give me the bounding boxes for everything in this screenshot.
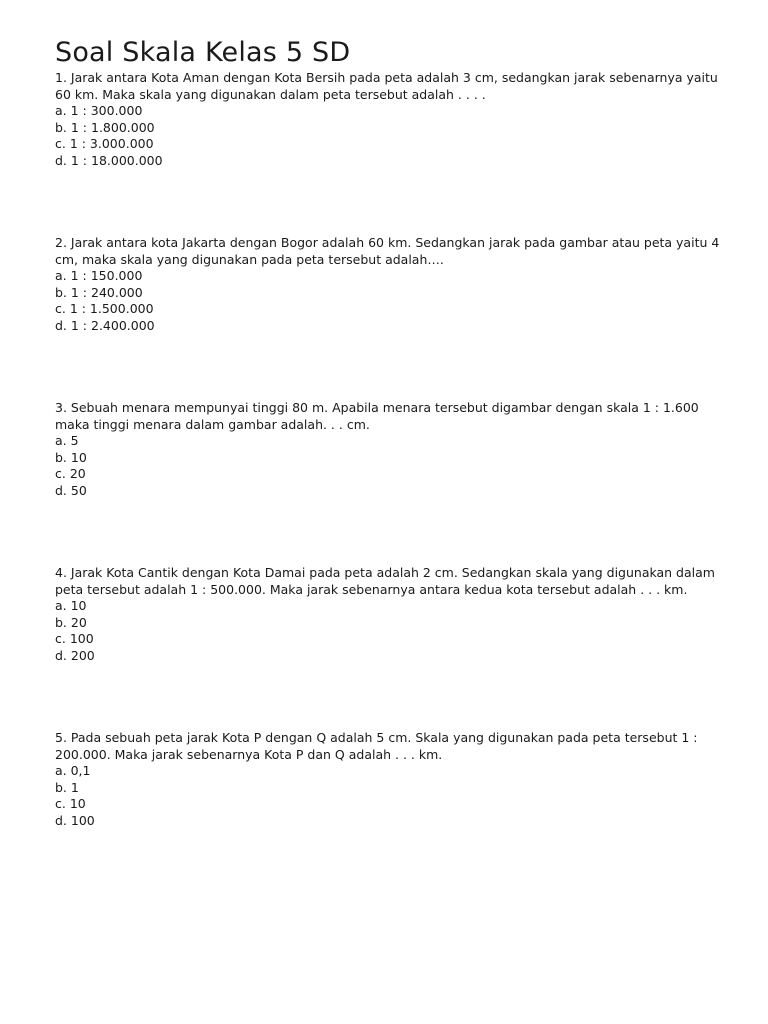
option-c: c. 1 : 1.500.000 bbox=[55, 301, 154, 316]
option-d: d. 1 : 2.400.000 bbox=[55, 317, 155, 333]
answer-options bbox=[55, 763, 720, 829]
question-2 bbox=[55, 235, 720, 334]
question-3 bbox=[55, 400, 720, 499]
option-b: b. 1 : 1.800.000 bbox=[55, 119, 155, 135]
option-d: d. 50 bbox=[55, 482, 87, 498]
option-d: d. 100 bbox=[55, 812, 95, 828]
question-5 bbox=[55, 730, 720, 829]
answer-options bbox=[55, 103, 720, 169]
option-b: b. 1 : 240.000 bbox=[55, 284, 143, 300]
question-text: 2. Jarak antara kota Jakarta dengan Bogor adalah 60 km. Sedangkan jarak pada gambar atau peta yaitu 4 cm, maka skala yang digunakan pada peta tersebut adalah…. bbox=[55, 235, 720, 267]
question-4 bbox=[55, 565, 720, 664]
option-c: c. 100 bbox=[55, 631, 94, 646]
option-a: a. 0,1 bbox=[55, 763, 91, 778]
option-c: c. 1 : 3.000.000 bbox=[55, 136, 154, 151]
document-page bbox=[55, 36, 720, 829]
option-b: b. 1 bbox=[55, 779, 79, 795]
page-title: Soal Skala Kelas 5 SD bbox=[55, 37, 351, 68]
question-1 bbox=[55, 70, 720, 169]
answer-options bbox=[55, 598, 720, 664]
option-c: c. 10 bbox=[55, 796, 86, 811]
answer-options bbox=[55, 268, 720, 334]
option-a: a. 1 : 300.000 bbox=[55, 103, 143, 118]
option-d: d. 1 : 18.000.000 bbox=[55, 152, 163, 168]
option-a: a. 5 bbox=[55, 433, 79, 448]
question-text: 4. Jarak Kota Cantik dengan Kota Damai pada peta adalah 2 cm. Sedangkan skala yang digunakan dalam peta tersebut adalah 1 : 500.000. Maka jarak sebenarnya antara kedua kota tersebut adalah . . . km. bbox=[55, 565, 715, 597]
question-text: 5. Pada sebuah peta jarak Kota P dengan Q adalah 5 cm. Skala yang digunakan pada peta tersebut 1 : 200.000. Maka jarak sebenarnya Kota P dan Q adalah . . . km. bbox=[55, 730, 698, 762]
question-text: 3. Sebuah menara mempunyai tinggi 80 m. Apabila menara tersebut digambar dengan skala 1 : 1.600 maka tinggi menara dalam gambar adalah. . . cm. bbox=[55, 400, 699, 432]
answer-options bbox=[55, 433, 720, 499]
question-text: 1. Jarak antara Kota Aman dengan Kota Bersih pada peta adalah 3 cm, sedangkan jarak sebenarnya yaitu 60 km. Maka skala yang digunakan dalam peta tersebut adalah . . . . bbox=[55, 70, 718, 102]
option-b: b. 10 bbox=[55, 449, 87, 465]
option-d: d. 200 bbox=[55, 647, 95, 663]
option-c: c. 20 bbox=[55, 466, 86, 481]
option-a: a. 10 bbox=[55, 598, 87, 613]
option-b: b. 20 bbox=[55, 614, 87, 630]
option-a: a. 1 : 150.000 bbox=[55, 268, 143, 283]
